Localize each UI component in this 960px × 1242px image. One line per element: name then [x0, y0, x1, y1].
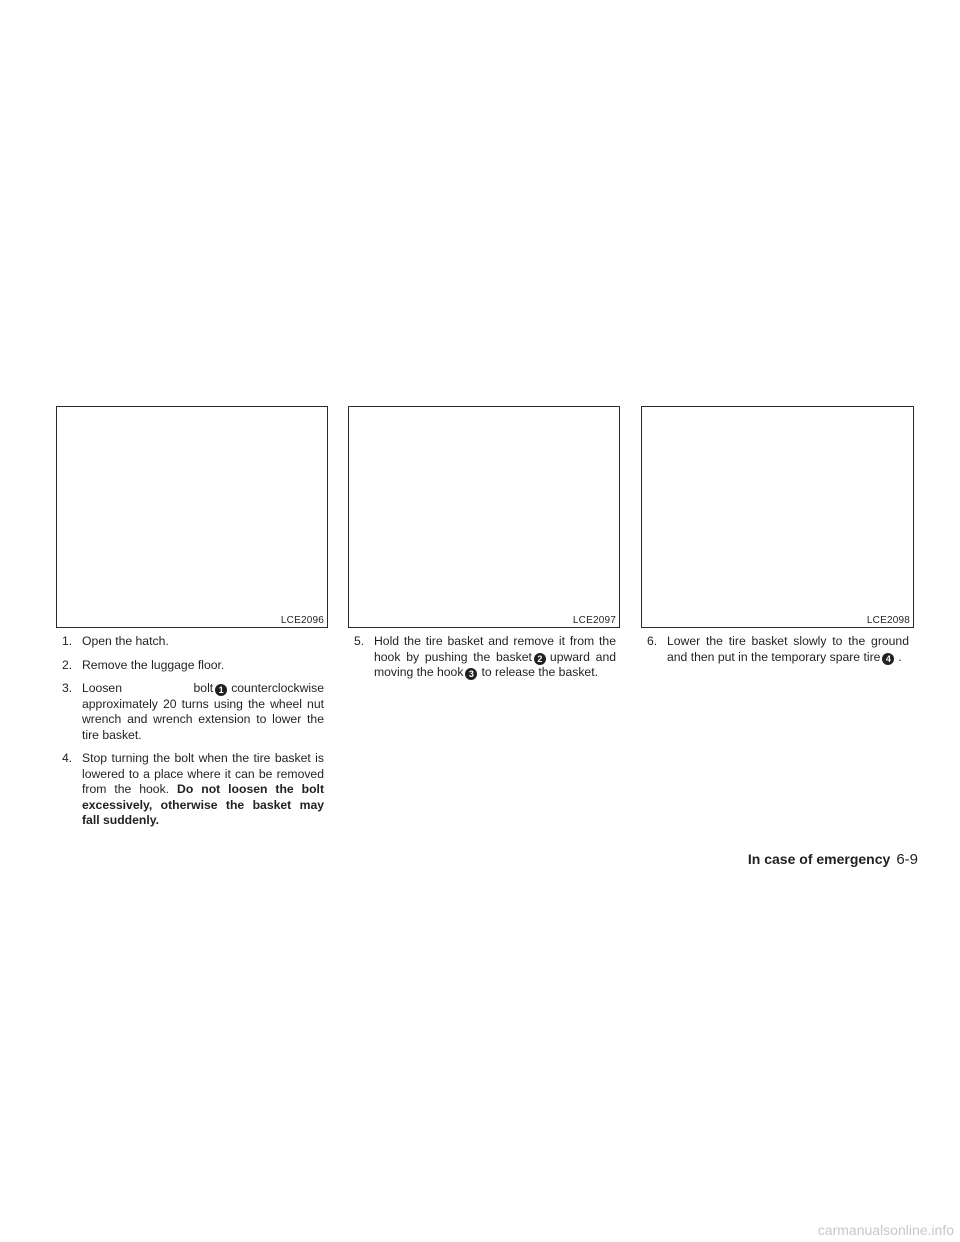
step-text: to release the basket. — [481, 665, 598, 679]
page-number: 6-9 — [896, 851, 918, 868]
figure-code: LCE2096 — [280, 615, 324, 626]
step-number: 1. — [62, 634, 73, 648]
figure-3 — [641, 406, 914, 628]
step-3 — [52, 681, 324, 743]
step-5 — [344, 634, 616, 681]
step-text: counterclockwise approximately 20 turns using the wheel nut wrench and wrench extension to lower the tire basket. — [82, 681, 324, 742]
figure-1 — [56, 406, 328, 628]
step-number: 3. — [62, 681, 73, 695]
figure-2 — [348, 406, 620, 628]
text-column-3 — [637, 634, 909, 673]
figure-code: LCE2098 — [866, 615, 910, 626]
figure-code: LCE2097 — [572, 615, 616, 626]
step-1 — [52, 634, 324, 650]
step-number: 2. — [62, 657, 73, 672]
warning-text: Do not loosen the bolt excessively, otherwise the basket may fall suddenly. — [82, 782, 324, 827]
callout-marker-icon: 2 — [534, 653, 546, 665]
step-text: . — [898, 649, 902, 664]
step-2 — [52, 658, 324, 674]
section-title: In case of emergency — [747, 851, 891, 867]
step-text: Stop turning the bolt when the tire basket is lowered to a place where it can be removed from the hook. — [82, 751, 324, 796]
step-4 — [52, 751, 324, 829]
step-text: upward and moving the hook — [374, 649, 616, 679]
text-column-2 — [344, 634, 616, 689]
page-footer — [748, 851, 918, 868]
watermark: carmanualsonline.info — [817, 1222, 954, 1238]
callout-marker-icon: 4 — [882, 653, 894, 665]
step-number: 6. — [647, 634, 658, 648]
step-6 — [637, 634, 909, 665]
text-column-1 — [52, 634, 324, 837]
step-text: Open the hatch. — [82, 634, 169, 648]
step-number: 5. — [354, 634, 365, 648]
step-number: 4. — [62, 751, 73, 765]
step-text: Lower the tire basket slowly to the ground and then put in the temporary spare tire — [667, 634, 909, 664]
step-text: Remove the luggage floor. — [82, 657, 225, 672]
callout-marker-icon: 1 — [215, 684, 227, 696]
step-text: Loosen bolt — [82, 681, 214, 695]
step-text: Hold the tire basket and remove it from the hook by pushing the basket — [374, 634, 616, 664]
callout-marker-icon: 3 — [465, 668, 477, 680]
